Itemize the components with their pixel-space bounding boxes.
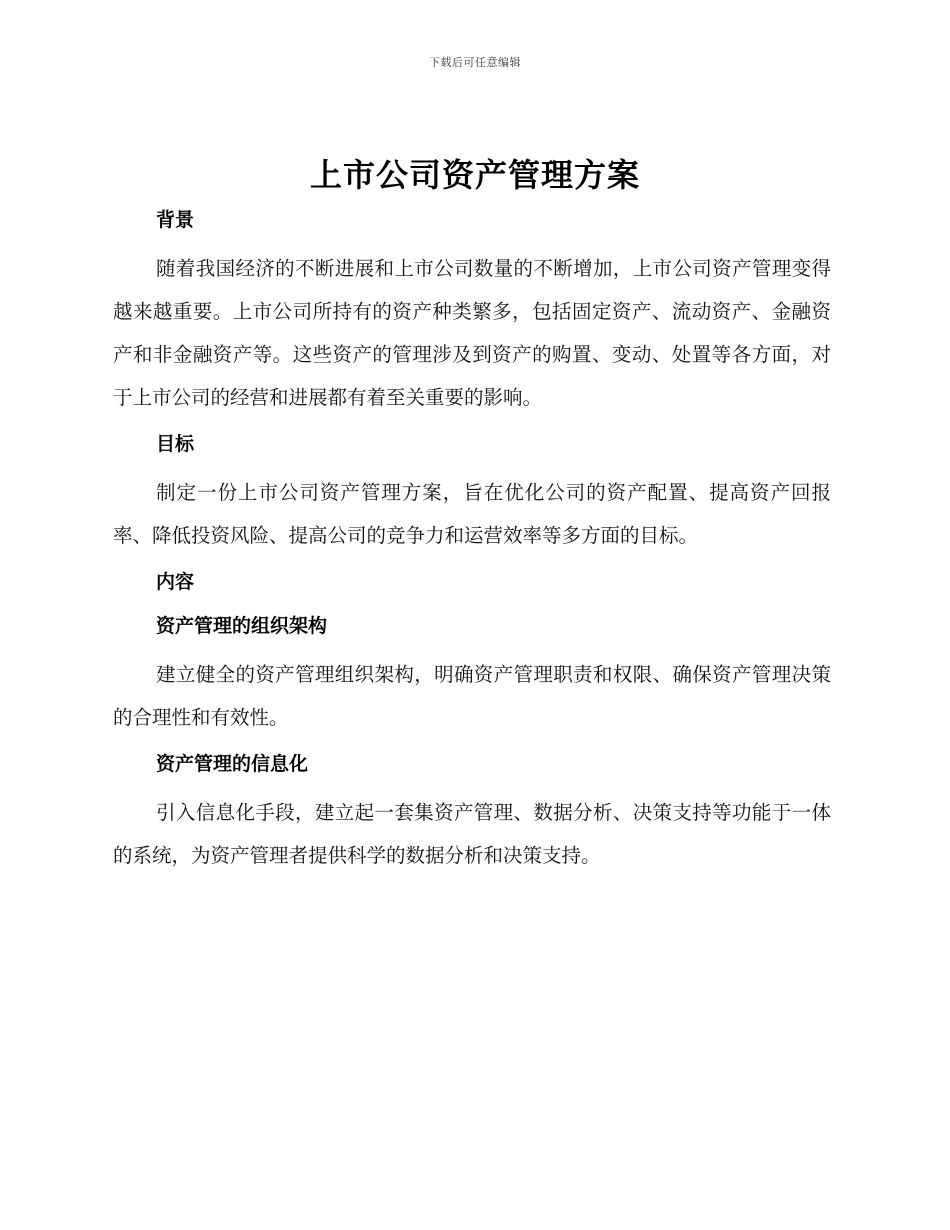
section-heading-goal: 目标 (156, 433, 195, 455)
document-body (113, 203, 831, 885)
section-heading-background: 背景 (156, 209, 195, 231)
paragraph-org: 建立健全的资产管理组织架构，明确资产管理职责和权限、确保资产管理决策的合理性和有效性。 (113, 663, 831, 729)
header-note: 下载后可任意编辑 (429, 56, 521, 69)
paragraph-goal: 制定一份上市公司资产管理方案，旨在优化公司的资产配置、提高资产回报率、降低投资风险、提高公司的竞争力和运营效率等多方面的目标。 (113, 481, 831, 547)
subsection-heading-info: 资产管理的信息化 (156, 753, 309, 775)
paragraph-info: 引入信息化手段，建立起一套集资产管理、数据分析、决策支持等功能于一体的系统，为资产管理者提供科学的数据分析和决策支持。 (113, 801, 831, 867)
section-heading-content: 内容 (156, 571, 195, 593)
subsection-heading-org: 资产管理的组织架构 (156, 615, 328, 637)
paragraph-background: 随着我国经济的不断进展和上市公司数量的不断增加，上市公司资产管理变得越来越重要。上市公司所持有的资产种类繁多，包括固定资产、流动资产、金融资产和非金融资产等。这些资产的管理涉及到资产的购置、变动、处置等各方面，对于上市公司的经营和进展都有着至关重要的影响。 (113, 257, 831, 409)
document-title: 上市公司资产管理方案 (309, 156, 640, 194)
